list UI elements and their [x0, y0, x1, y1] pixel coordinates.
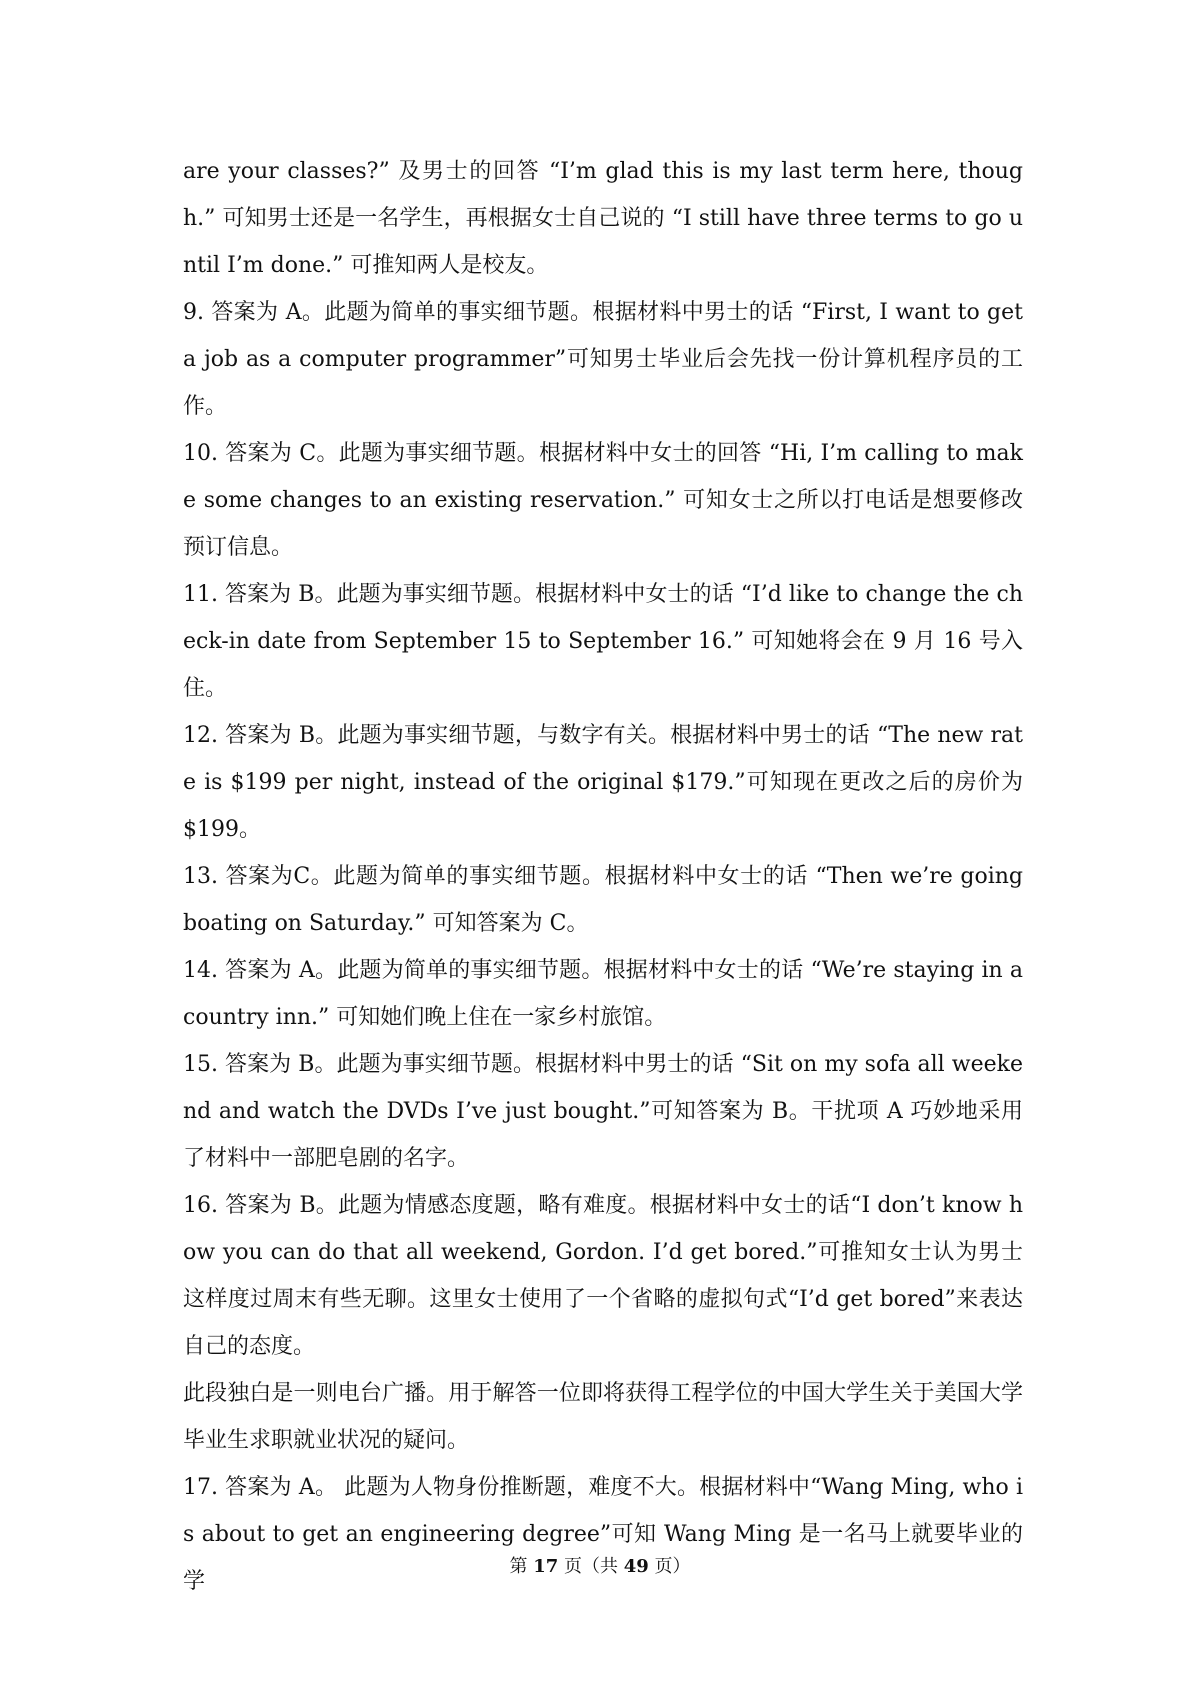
- answer-16: 16. 答案为 B。此题为情感态度题，略有难度。根据材料中女士的话“I don’t know how you can do that all weekend, Gordon. I’d get bored.”可推知女士认为男士这样度过周末有些无聊。这里女士使用了一个省略的虚拟句式“I’d get bored”来表达自己的态度。: [183, 1193, 1023, 1359]
- answer-12: 12. 答案为 B。此题为事实细节题，与数字有关。根据材料中男士的话 “The new rate is $199 per night, instead of the original $179.”可知现在更改之后的房价为 $199。: [183, 723, 1023, 842]
- answer-9: 9. 答案为 A。此题为简单的事实细节题。根据材料中男士的话 “First, I want to get a job as a computer programmer”可知男士毕业后会先找一份计算机程序员的工作。: [183, 300, 1023, 419]
- answer-11: 11. 答案为 B。此题为事实细节题。根据材料中女士的话 “I’d like to change the check-in date from September 15 to September 16.” 可知她将会在 9 月 16 号入住。: [183, 582, 1023, 701]
- footer-total-pages: 49: [623, 1556, 649, 1577]
- footer-middle: 页（共: [564, 1556, 618, 1577]
- footer-page-number: 17: [533, 1556, 559, 1577]
- footer-suffix: 页）: [654, 1556, 691, 1577]
- document-body: [183, 148, 1023, 1605]
- page-footer: [0, 1552, 1200, 1578]
- paragraph-continuation: are your classes?” 及男士的回答 “I’m glad this is my last term here, though.” 可知男士还是一名学生，再根据女士自己说的 “I still have three terms to go until I’m done.” 可推知两人是校友。: [183, 159, 1023, 278]
- answer-17: 17. 答案为 A。 此题为人物身份推断题，难度不大。根据材料中“Wang Ming, who is about to get an engineering degree”可知 Wang Ming 是一名马上就要毕业的学: [183, 1475, 1023, 1594]
- monologue-intro: 此段独白是一则电台广播。用于解答一位即将获得工程学位的中国大学生关于美国大学毕业生求职就业状况的疑问。: [183, 1381, 1023, 1453]
- answer-13: 13. 答案为C。此题为简单的事实细节题。根据材料中女士的话 “Then we’re going boating on Saturday.” 可知答案为 C。: [183, 864, 1023, 936]
- answer-10: 10. 答案为 C。此题为事实细节题。根据材料中女士的回答 “Hi, I’m calling to make some changes to an existing reservation.” 可知女士之所以打电话是想要修改预订信息。: [183, 441, 1023, 560]
- answer-14: 14. 答案为 A。此题为简单的事实细节题。根据材料中女士的话 “We’re staying in a country inn.” 可知她们晚上住在一家乡村旅馆。: [183, 958, 1023, 1030]
- footer-prefix: 第: [509, 1556, 528, 1577]
- answer-15: 15. 答案为 B。此题为事实细节题。根据材料中男士的话 “Sit on my sofa all weekend and watch the DVDs I’ve just bought.”可知答案为 B。干扰项 A 巧妙地采用了材料中一部肥皂剧的名字。: [183, 1052, 1023, 1171]
